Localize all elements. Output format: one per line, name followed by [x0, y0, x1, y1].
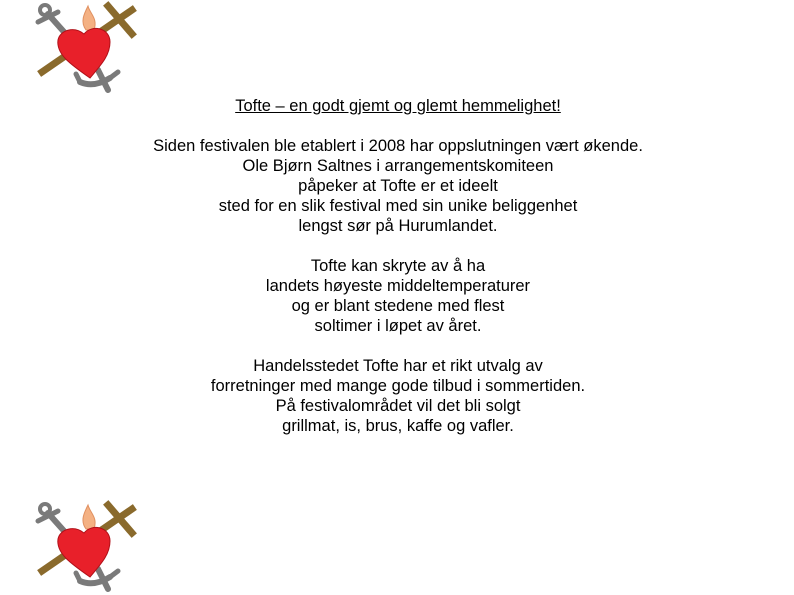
paragraph-line: sted for en slik festival med sin unike beliggenhet [218, 197, 578, 215]
document-title: Tofte – en godt gjemt og glemt hemmelighet! [235, 97, 561, 115]
paragraph-line: landets høyeste middeltemperaturer [265, 277, 531, 295]
paragraph-line: påpeker at Tofte er et ideelt [298, 177, 498, 195]
faith-hope-love-icon [28, 0, 140, 95]
flame-icon [83, 505, 95, 529]
flame-icon [83, 6, 95, 30]
paragraph-line: Handelsstedet Tofte har et rikt utvalg av [253, 357, 543, 375]
paragraph-line: soltimer i løpet av året. [314, 317, 482, 335]
paragraph-line: På festivalområdet vil det bli solgt [275, 397, 521, 415]
heart-icon [58, 527, 110, 577]
paragraph-line: forretninger med mange gode tilbud i sommertiden. [210, 377, 586, 395]
faith-hope-love-icon [28, 498, 140, 595]
paragraph-commerce [100, 356, 696, 436]
paragraph-line: grillmat, is, brus, kaffe og vafler. [282, 417, 514, 435]
paragraph-line: Siden festivalen ble etablert i 2008 har oppslutningen vært økende. [153, 137, 643, 155]
paragraph-festival [100, 136, 696, 236]
paragraph-line: Tofte kan skryte av å ha [310, 257, 486, 275]
heart-icon [58, 28, 110, 78]
paragraph-climate [100, 256, 696, 336]
document-body [100, 96, 696, 456]
paragraph-line: og er blant stedene med flest [291, 297, 505, 315]
paragraph-line: Ole Bjørn Saltnes i arrangementskomiteen [242, 157, 554, 175]
paragraph-line: lengst sør på Hurumlandet. [298, 217, 498, 235]
